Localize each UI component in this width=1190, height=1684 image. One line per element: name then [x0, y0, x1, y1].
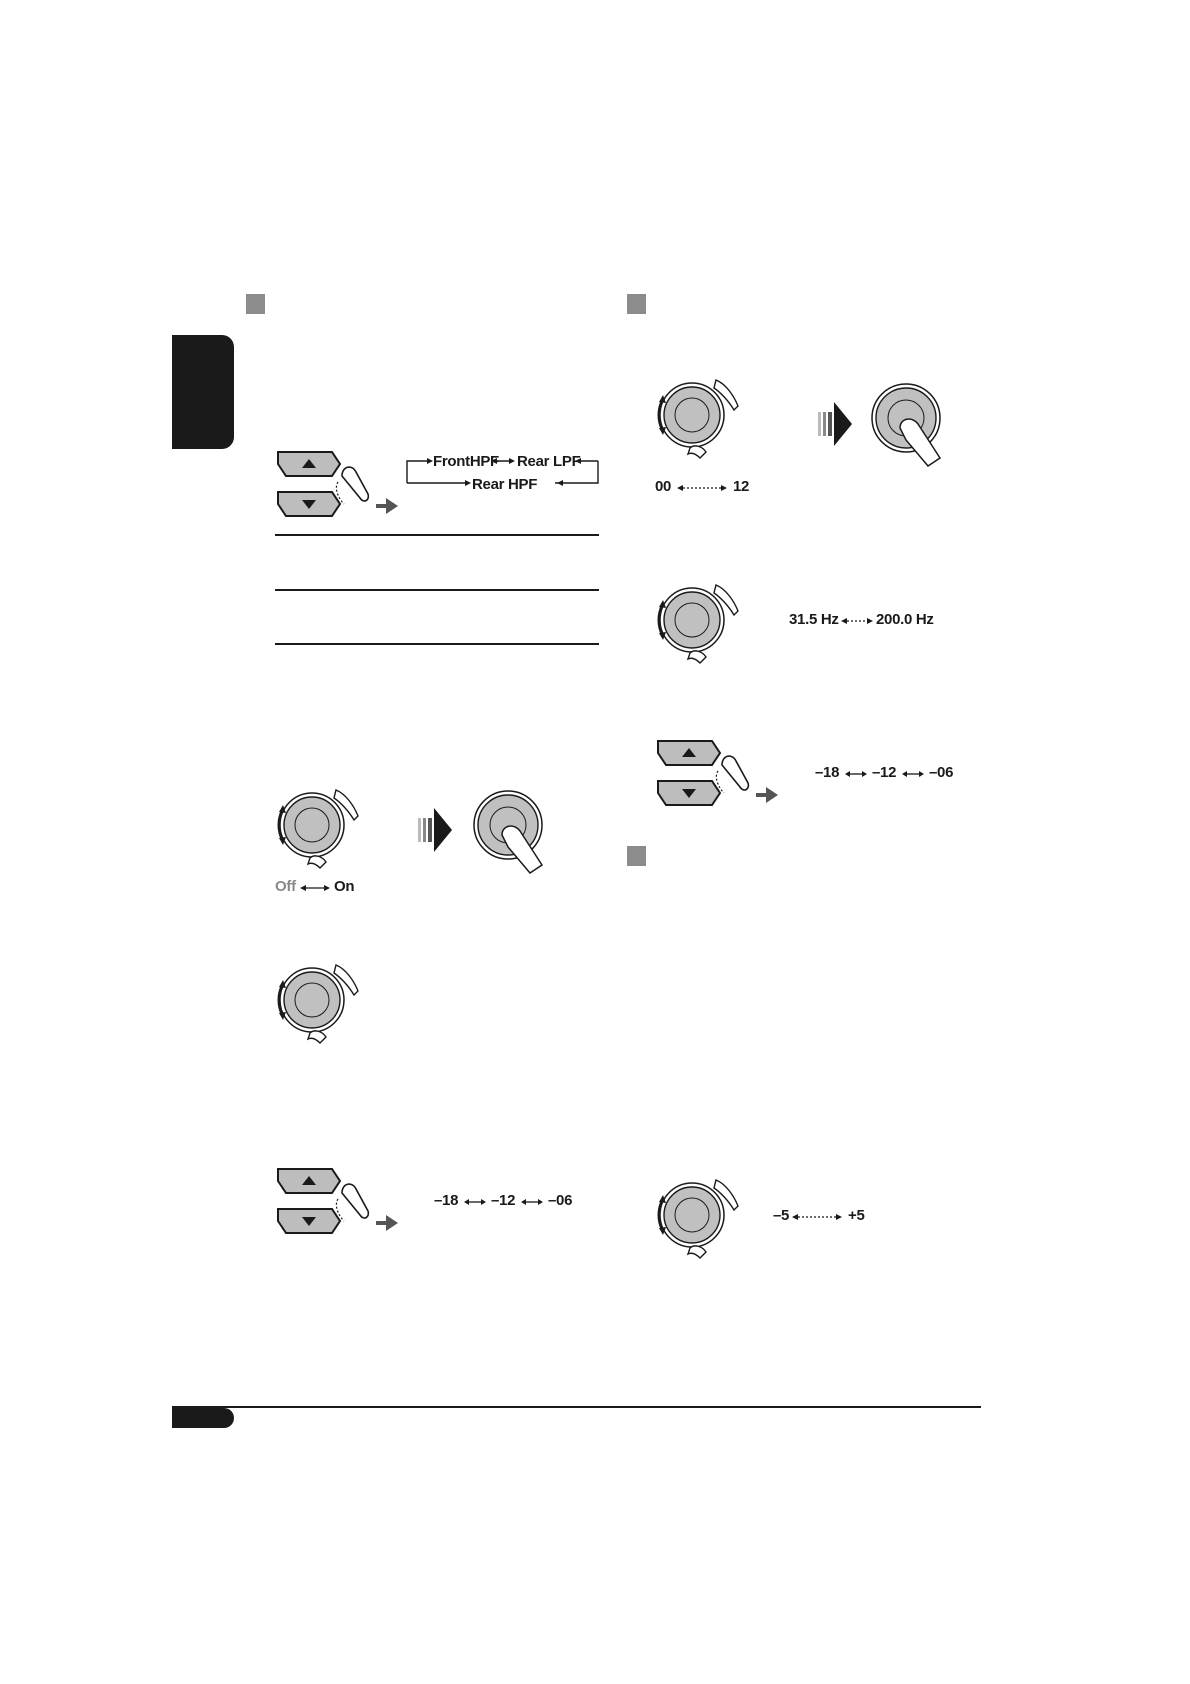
- double-arrow-icon: [300, 884, 330, 892]
- dotted-arrow-icon-2: [841, 617, 873, 625]
- control-dial-icon-4: [650, 575, 750, 665]
- control-dial-icon-2: [270, 955, 370, 1045]
- cycle-front-hpf: FrontHPF: [433, 453, 499, 470]
- slope-12-left: –12: [491, 1192, 516, 1209]
- level-to-label: +5: [848, 1207, 865, 1224]
- control-dial-icon: [270, 780, 370, 870]
- table-rule-1: [275, 534, 599, 536]
- control-dial-icon-5: [650, 1170, 750, 1260]
- dial-press-icon-2: [866, 378, 966, 468]
- dotted-arrow-icon-3: [792, 1213, 842, 1221]
- cycle-rear-lpf: Rear LPF: [517, 453, 581, 470]
- range-00-label: 00: [655, 478, 672, 495]
- range-12-label: 12: [733, 478, 750, 495]
- press-arrow-icon-2: [818, 402, 854, 446]
- slope-18-right: –18: [815, 764, 840, 781]
- section-marker-1: [246, 294, 265, 314]
- footer-rule: [172, 1406, 981, 1408]
- level-from-label: –5: [773, 1207, 790, 1224]
- control-dial-icon-3: [650, 370, 750, 460]
- up-down-buttons-icon-2: [272, 1165, 402, 1235]
- table-rule-3: [275, 643, 599, 645]
- press-arrow-icon: [418, 808, 454, 852]
- switch-off-label: Off: [275, 878, 296, 895]
- cycle-rear-hpf: Rear HPF: [472, 476, 538, 493]
- freq-from-label: 31.5 Hz: [789, 611, 839, 628]
- double-arrow-icon-2: [464, 1198, 486, 1206]
- slope-06-right: –06: [929, 764, 954, 781]
- table-rule-2: [275, 589, 599, 591]
- slope-18-left: –18: [434, 1192, 459, 1209]
- dial-press-icon: [468, 785, 568, 875]
- switch-on-label: On: [334, 878, 355, 895]
- freq-to-label: 200.0 Hz: [876, 611, 934, 628]
- slope-12-right: –12: [872, 764, 897, 781]
- double-arrow-icon-3: [521, 1198, 543, 1206]
- double-arrow-icon-5: [902, 770, 924, 778]
- language-side-tab: [172, 335, 234, 449]
- slope-06-left: –06: [548, 1192, 573, 1209]
- section-marker-2: [627, 294, 646, 314]
- page-number-box: [172, 1408, 234, 1428]
- section-marker-3: [627, 846, 646, 866]
- up-down-buttons-icon: [272, 448, 402, 518]
- up-down-buttons-icon-3: [652, 737, 782, 807]
- double-arrow-icon-4: [845, 770, 867, 778]
- dotted-arrow-icon: [677, 484, 727, 492]
